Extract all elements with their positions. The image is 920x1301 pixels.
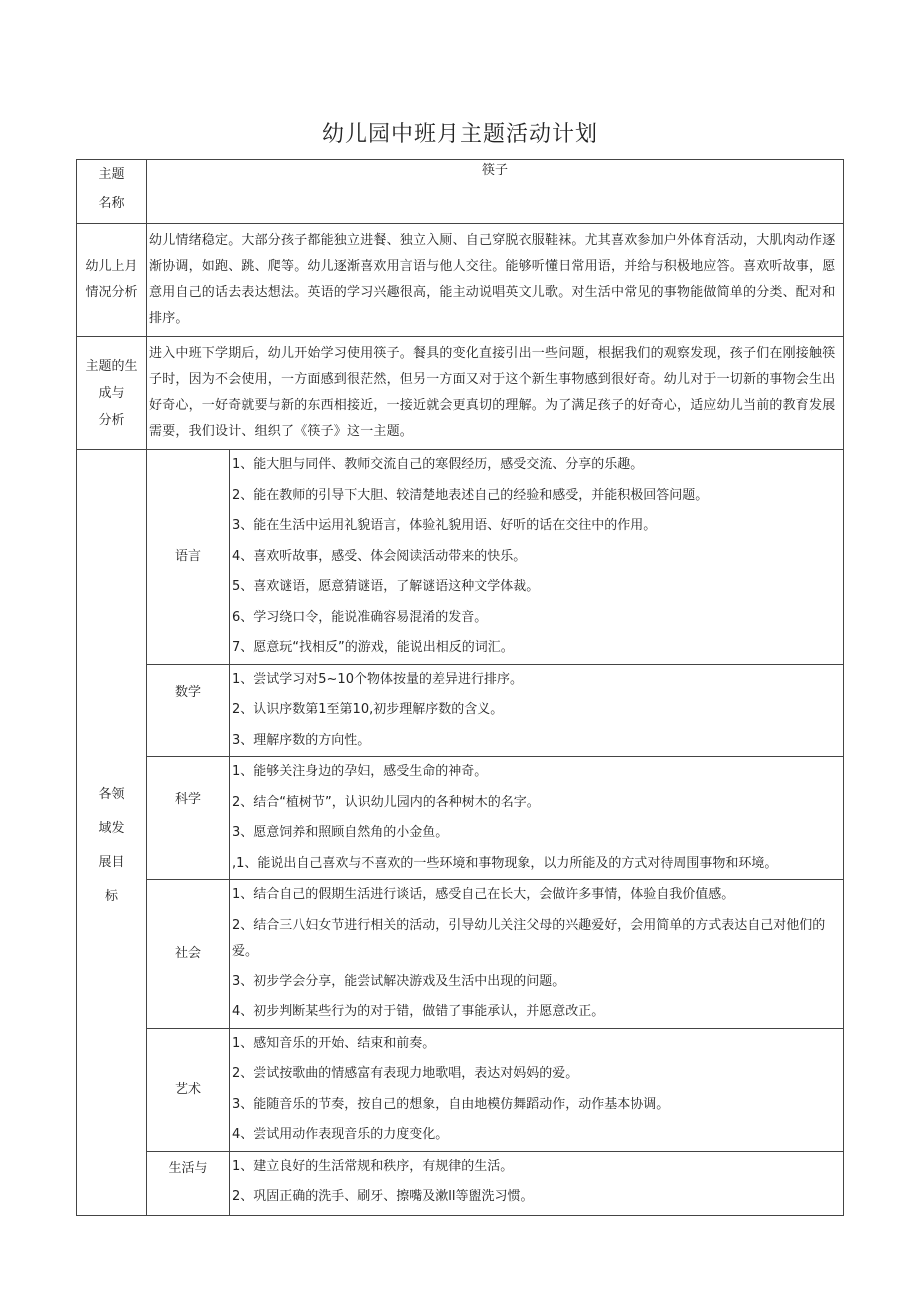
- last-month-label-line1: 幼儿上月: [85, 259, 138, 274]
- generation-label: [77, 337, 147, 450]
- theme-name-text: 筷子: [481, 163, 508, 178]
- goal-item: 2、认识序数第1至第10,初步理解序数的含义。: [232, 702, 504, 717]
- goal-item: 5、喜欢谜语，愿意猜谜语，了解谜语这种文学体裁。: [232, 579, 540, 594]
- last-month-label: [77, 224, 147, 337]
- goal-item: 1、结合自己的假期生活进行谈话，感受自己在长大，会做许多事情，体验自我价值感。: [232, 887, 735, 902]
- goal-item: 2、结合三八妇女节进行相关的活动，引导幼儿关注父母的兴趣爱好，会用简单的方式表达自己对他们的爱。: [232, 917, 826, 959]
- goal-item: 3、愿意饲养和照顾自然角的小金鱼。: [232, 825, 449, 840]
- theme-name-label: [77, 160, 147, 224]
- generation-row: [77, 337, 844, 450]
- goals-society: [230, 880, 844, 1029]
- domains-label: [77, 450, 147, 1216]
- goal-item: 4、初步判断某些行为的对于错，做错了事能承认，并愿意改正。: [232, 1004, 605, 1019]
- domain-name-life: 生活与: [147, 1151, 230, 1215]
- goals-math: [230, 664, 844, 757]
- domain-row-society: [77, 880, 844, 1029]
- goal-item: 1、感知音乐的开始、结束和前奏。: [232, 1035, 436, 1051]
- domains-label-line1: 各领: [98, 787, 125, 803]
- goals-language: [230, 450, 844, 665]
- domain-row-life: [77, 1151, 844, 1215]
- goals-science: [230, 757, 844, 880]
- goal-item: 2、巩固正确的洗手、刷牙、擦嘴及漱ll等盥洗习惯。: [232, 1189, 534, 1204]
- goal-item: 1、建立良好的生活常规和秩序，有规律的生活。: [232, 1158, 514, 1174]
- goals-life: [230, 1151, 844, 1215]
- domain-name-math: 数学: [147, 664, 230, 757]
- goal-item: 7、愿意玩“找相反”的游戏，能说出相反的词汇。: [232, 640, 514, 655]
- goal-item: 2、能在教师的引导下大胆、较清楚地表述自己的经验和感受，并能积极回答问题。: [232, 487, 709, 503]
- goal-item: 4、喜欢听故事，感受、体会阅读活动带来的快乐。: [232, 548, 527, 564]
- goal-item: 2、尝试按歌曲的情感富有表现力地歌唱，表达对妈妈的爱。: [232, 1066, 579, 1081]
- domain-name-science: 科学: [147, 757, 230, 880]
- goal-item: 3、能在生活中运用礼貌语言，体验礼貌用语、好听的话在交往中的作用。: [232, 518, 657, 533]
- theme-name-row: [77, 160, 844, 224]
- last-month-row: [77, 224, 844, 337]
- domains-label-line4: 标: [104, 889, 118, 905]
- domain-row-math: [77, 664, 844, 757]
- domain-row-art: [77, 1028, 844, 1151]
- goals-art: [230, 1028, 844, 1151]
- plan-table: [76, 159, 844, 1216]
- last-month-text: 幼儿情绪稳定。大部分孩子都能独立进餐、独立入厕、自己穿脱衣服鞋袜。尤其喜欢参加户外体育活动，大肌肉动作逐渐协调，如跑、跳、爬等。幼儿逐渐喜欢用言语与他人交往。能够听懂日常用语，并给与积极地应答。喜欢听故事，愿意用自己的话去表达想法。英语的学习兴趣很高，能主动说唱英文儿歌。对生活中常见的事物能做简单的分类、配对和排序。: [147, 224, 844, 337]
- domain-row-language: [77, 450, 844, 665]
- generation-label-line3: 分析: [98, 412, 125, 428]
- goal-item: 3、理解序数的方向性。: [232, 732, 371, 748]
- theme-name-label-line2: 名称: [98, 196, 125, 211]
- generation-label-line1: 主题的生: [85, 358, 138, 374]
- domain-name-language: 语言: [147, 450, 230, 665]
- goal-item: 1、能够关注身边的孕妇，感受生命的神奇。: [232, 764, 488, 779]
- goal-item: ,1、能说出自己喜欢与不喜欢的一些环境和事物现象，以力所能及的方式对待周围事物和环境。: [232, 855, 778, 871]
- theme-name-value: [147, 160, 844, 224]
- goal-item: 6、学习绕口令，能说准确容易混淆的发音。: [232, 609, 488, 625]
- theme-name-label-line1: 主题: [98, 167, 125, 182]
- generation-label-line2: 成与: [98, 385, 125, 401]
- domains-label-line2: 域发: [98, 821, 125, 837]
- domains-label-line3: 展目: [98, 855, 125, 871]
- domain-name-art: 艺术: [147, 1028, 230, 1151]
- goal-item: 3、初步学会分享，能尝试解决游戏及生活中出现的问题。: [232, 973, 566, 989]
- domain-row-science: [77, 757, 844, 880]
- goal-item: 1、尝试学习对5~10个物体按量的差异进行排序。: [232, 671, 523, 687]
- generation-text: 进入中班下学期后，幼儿开始学习使用筷子。餐具的变化直接引出一些问题，根据我们的观察发现，孩子们在刚接触筷子时，因为不会使用，一方面感到很茫然，但另一方面又对于这个新生事物感到很好奇。幼儿对于一切新的事物会生出好奇心，一好奇就要与新的东西相接近，一接近就会更真切的理解。为了满足孩子的好奇心，适应幼儿当前的教育发展需要，我们设计、组织了《筷子》这一主题。: [147, 337, 844, 450]
- domain-name-society: 社会: [147, 880, 230, 1029]
- page-title: 幼儿园中班月主题活动计划: [321, 122, 598, 147]
- goal-item: 1、能大胆与同伴、教师交流自己的寒假经历，感受交流、分享的乐趣。: [232, 457, 644, 472]
- last-month-label-line2: 情况分析: [85, 285, 138, 300]
- goal-item: 3、能随音乐的节奏，按自己的想象，自由地模仿舞蹈动作，动作基本协调。: [232, 1096, 670, 1112]
- goal-item: 2、结合“植树节”，认识幼儿园内的各种树木的名字。: [232, 794, 540, 810]
- goal-item: 4、尝试用动作表现音乐的力度变化。: [232, 1127, 449, 1142]
